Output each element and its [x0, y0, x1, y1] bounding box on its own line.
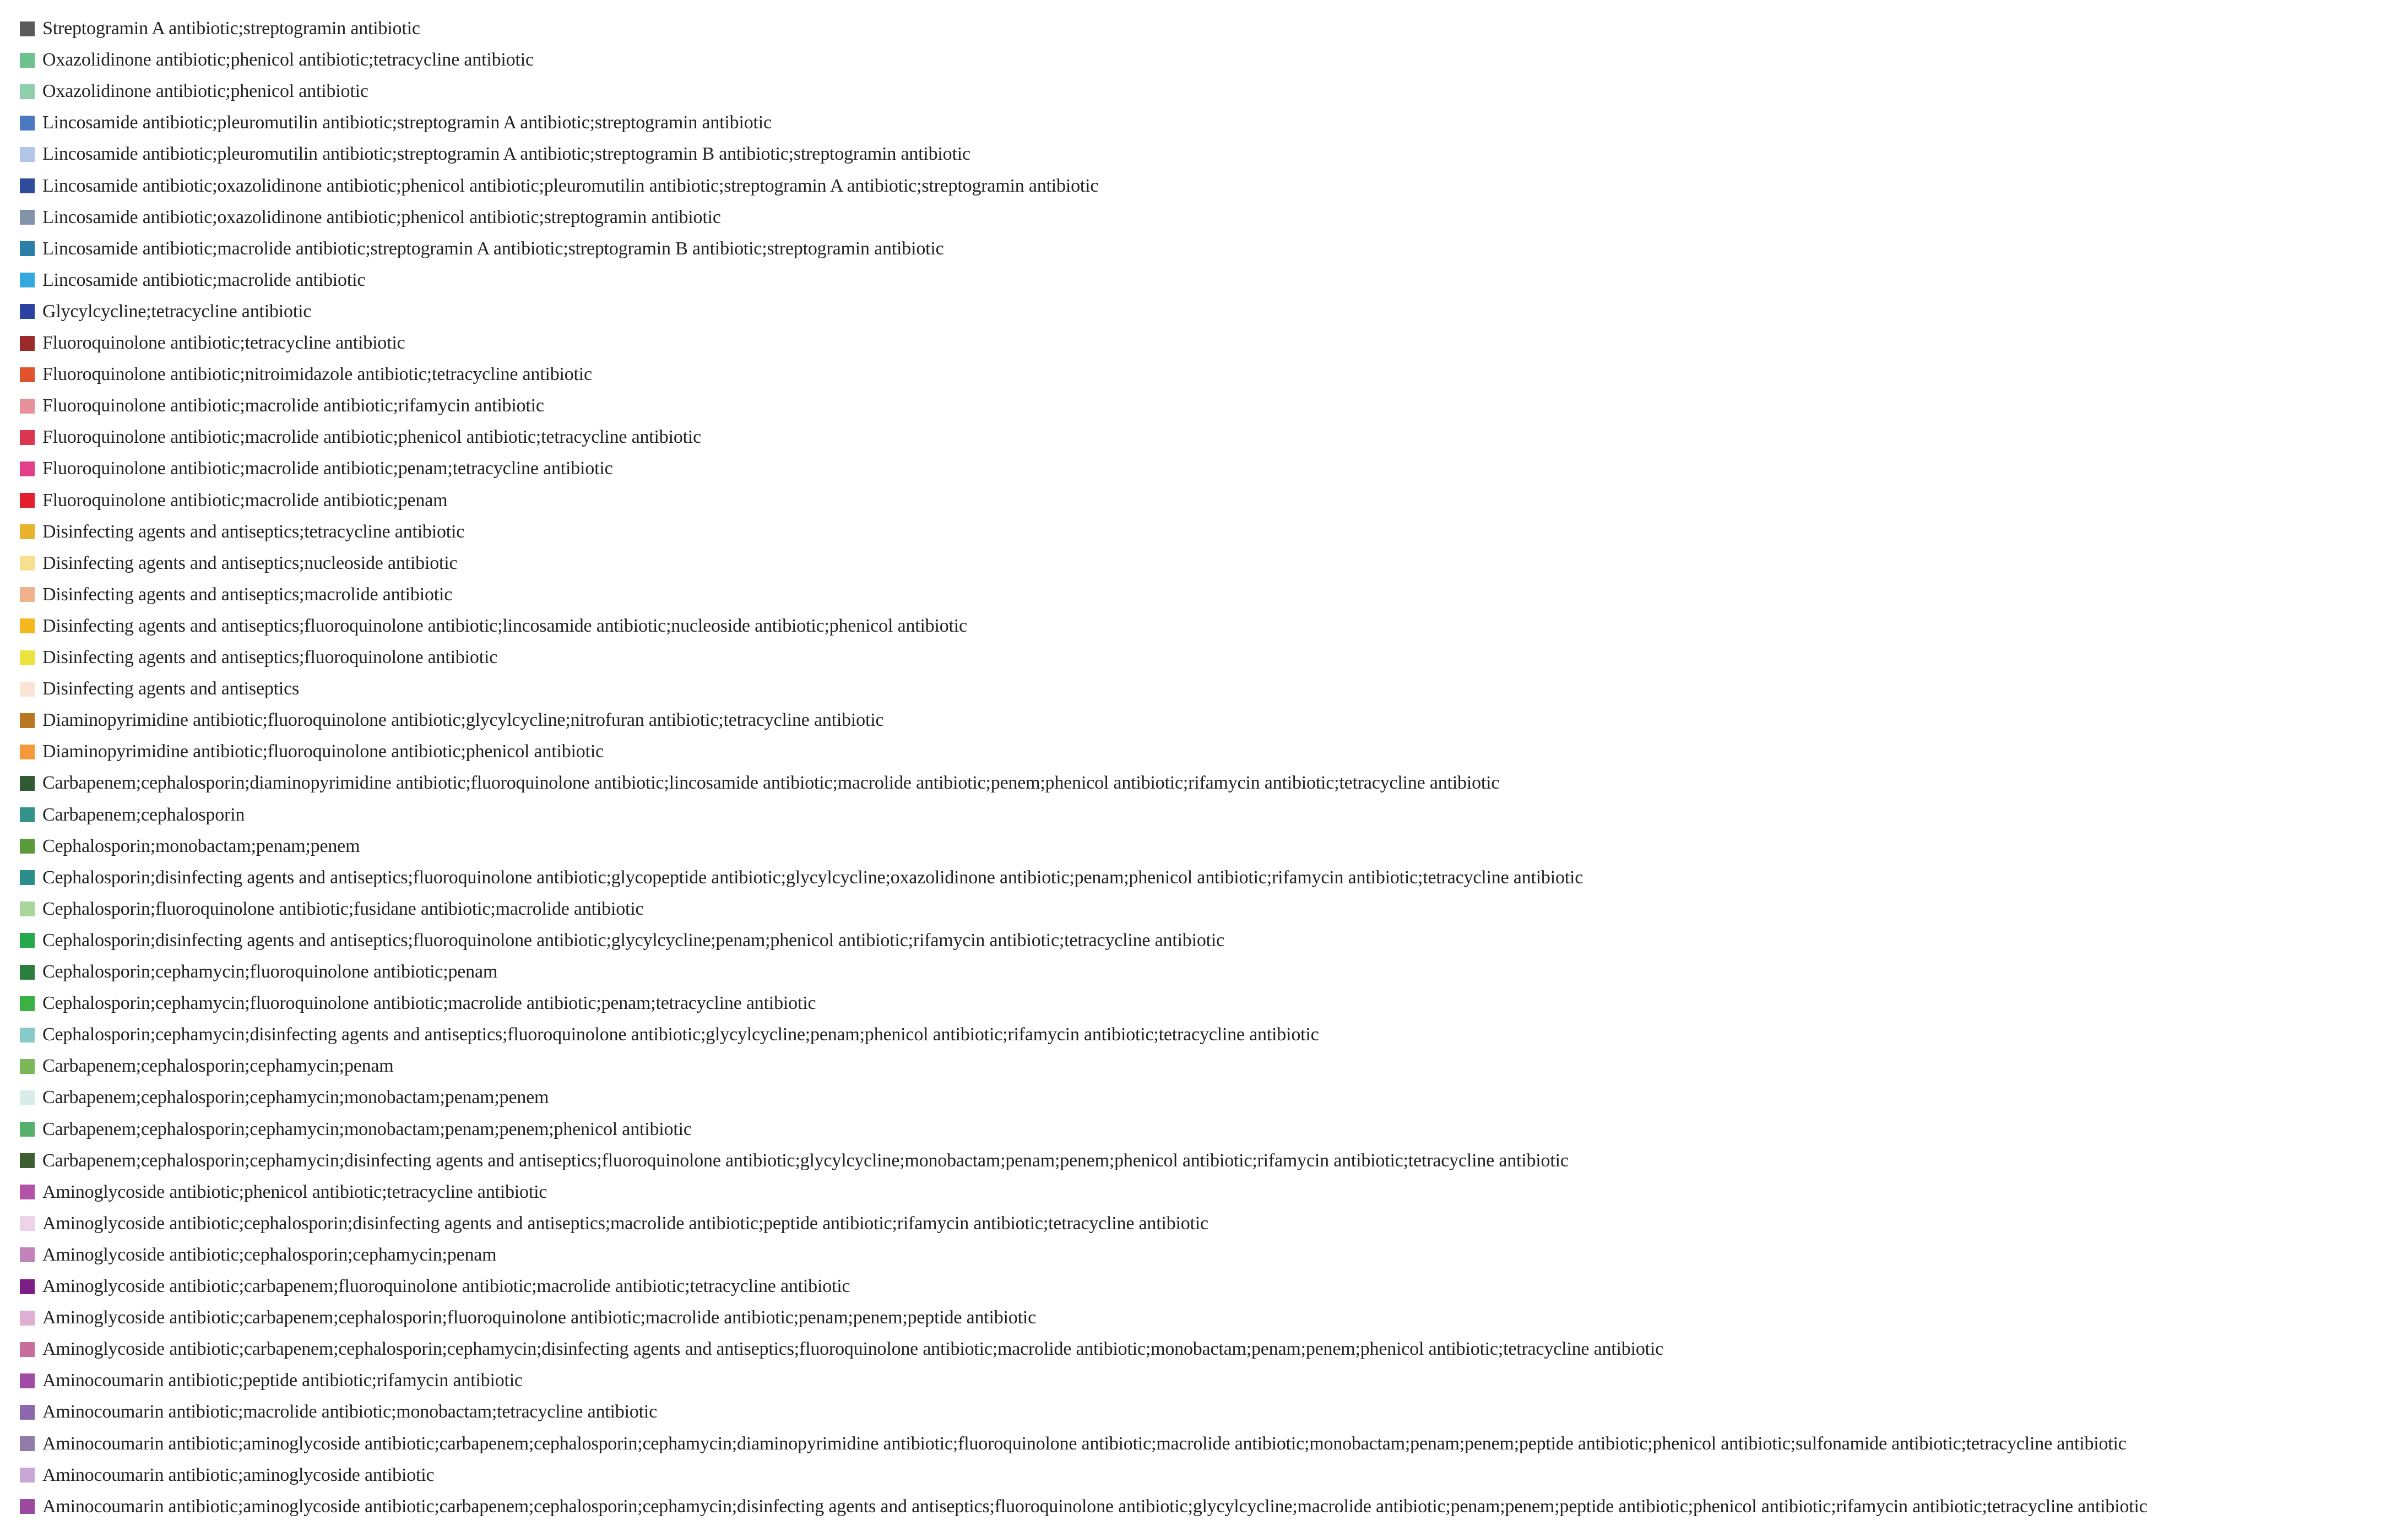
- legend-label: Aminoglycoside antibiotic;carbapenem;cephalosporin;fluoroquinolone antibiotic;macrolide antibiotic;penam;penem;peptide antibiotic: [42, 1307, 1037, 1328]
- legend-swatch: [20, 776, 35, 791]
- legend-swatch: [20, 933, 35, 948]
- legend-swatch: [20, 147, 35, 162]
- legend-item: [20, 1491, 2147, 1522]
- legend-item: [20, 107, 772, 138]
- legend-item: [20, 642, 497, 673]
- legend-label: Fluoroquinolone antibiotic;tetracycline antibiotic: [42, 333, 405, 353]
- legend-label: Disinfecting agents and antiseptics;tetracycline antibiotic: [42, 521, 465, 542]
- legend-item: [20, 139, 970, 170]
- legend-swatch: [20, 682, 35, 697]
- legend-label: Lincosamide antibiotic;macrolide antibiotic: [42, 269, 366, 290]
- legend-item: [20, 171, 1098, 202]
- legend-label: Fluoroquinolone antibiotic;macrolide antibiotic;penam;tetracycline antibiotic: [42, 458, 613, 479]
- legend-item: [20, 674, 299, 704]
- legend-swatch: [20, 178, 35, 193]
- legend-swatch: [20, 1405, 35, 1420]
- legend-label: Carbapenem;cephalosporin;cephamycin;disinfecting agents and antiseptics;fluoroquinolone antibiotic;glycylcycline;monobactam;penam;penem;phenicol antibiotic;rifamycin antibiotic;tetracycline antibiotic: [42, 1150, 1569, 1171]
- legend-item: [20, 831, 360, 862]
- legend-swatch: [20, 1185, 35, 1199]
- legend-swatch: [20, 1342, 35, 1357]
- legend-label: Cephalosporin;monobactam;penam;penem: [42, 835, 360, 856]
- legend-swatch: [20, 1028, 35, 1042]
- legend-label: Cephalosporin;disinfecting agents and antiseptics;fluoroquinolone antibiotic;glycopeptide antibiotic;glycylcycline;oxazolidinone antibiotic;penam;phenicol antibiotic;rifamycin antibiotic;tetracycline antibiotic: [42, 867, 1583, 888]
- legend-label: Cephalosporin;cephamycin;fluoroquinolone antibiotic;macrolide antibiotic;penam;tetracycline antibiotic: [42, 993, 816, 1014]
- legend-swatch: [20, 304, 35, 319]
- legend-swatch: [20, 1090, 35, 1105]
- legend-label: Cephalosporin;cephamycin;disinfecting agents and antiseptics;fluoroquinolone antibiotic;glycylcycline;penam;phenicol antibiotic;rifamycin antibiotic;tetracycline antibiotic: [42, 1024, 1319, 1045]
- legend-swatch: [20, 745, 35, 759]
- legend-swatch: [20, 84, 35, 99]
- legend-swatch: [20, 461, 35, 476]
- legend-swatch: [20, 524, 35, 539]
- legend-label: Oxazolidinone antibiotic;phenicol antibiotic: [42, 81, 368, 102]
- legend-swatch: [20, 21, 35, 36]
- legend-label: Cephalosporin;fluoroquinolone antibiotic;fusidane antibiotic;macrolide antibiotic: [42, 898, 644, 919]
- legend-item: [20, 233, 944, 264]
- legend-swatch: [20, 870, 35, 885]
- legend-item: [20, 988, 816, 1019]
- legend-label: Aminocoumarin antibiotic;aminoglycoside antibiotic: [42, 1464, 435, 1485]
- legend-item: [20, 13, 420, 44]
- legend-swatch: [20, 650, 35, 665]
- legend-swatch: [20, 1247, 35, 1262]
- legend-label: Aminoglycoside antibiotic;cephalosporin;disinfecting agents and antiseptics;macrolide antibiotic;peptide antibiotic;rifamycin antibiotic;tetracycline antibiotic: [42, 1213, 1208, 1234]
- legend-swatch: [20, 53, 35, 68]
- legend-label: Disinfecting agents and antiseptics;nucleoside antibiotic: [42, 552, 458, 573]
- legend-item: [20, 45, 534, 75]
- legend-item: [20, 1145, 1569, 1176]
- legend-label: Fluoroquinolone antibiotic;macrolide antibiotic;phenicol antibiotic;tetracycline antibiotic: [42, 427, 702, 448]
- legend-swatch: [20, 241, 35, 256]
- legend-swatch: [20, 430, 35, 445]
- legend-swatch: [20, 367, 35, 382]
- legend-item: [20, 894, 643, 925]
- legend-item: [20, 296, 311, 327]
- legend-swatch: [20, 587, 35, 602]
- legend-item: [20, 1460, 434, 1491]
- legend-item: [20, 359, 592, 390]
- legend-label: Streptogramin A antibiotic;streptogramin antibiotic: [42, 18, 420, 39]
- legend-item: [20, 485, 447, 516]
- legend-label: Disinfecting agents and antiseptics;fluoroquinolone antibiotic: [42, 647, 498, 667]
- legend-item: [20, 736, 604, 767]
- legend-label: Fluoroquinolone antibiotic;macrolide antibiotic;rifamycin antibiotic: [42, 395, 544, 416]
- legend-item: [20, 265, 365, 296]
- legend-swatch: [20, 1468, 35, 1482]
- legend-swatch: [20, 713, 35, 728]
- legend-label: Lincosamide antibiotic;pleuromutilin antibiotic;streptogramin A antibiotic;streptogramin antibiotic: [42, 112, 772, 133]
- legend-label: Carbapenem;cephalosporin;cephamycin;monobactam;penam;penem: [42, 1087, 549, 1108]
- legend-item: [20, 579, 452, 610]
- legend-label: Aminocoumarin antibiotic;macrolide antibiotic;monobactam;tetracycline antibiotic: [42, 1402, 658, 1422]
- legend-swatch: [20, 965, 35, 980]
- legend-item: [20, 1051, 394, 1082]
- legend-item: [20, 1082, 549, 1113]
- legend-swatch: [20, 902, 35, 916]
- legend-swatch: [20, 1436, 35, 1451]
- legend-item: [20, 1208, 1208, 1239]
- legend-item: [20, 1429, 2127, 1459]
- legend-swatch: [20, 1059, 35, 1074]
- legend-label: Disinfecting agents and antiseptics: [42, 678, 300, 699]
- legend-label: Glycylcycline;tetracycline antibiotic: [42, 301, 312, 322]
- legend-label: Carbapenem;cephalosporin;cephamycin;monobactam;penam;penem;phenicol antibiotic: [42, 1118, 692, 1139]
- legend-swatch: [20, 1499, 35, 1514]
- legend-label: Aminocoumarin antibiotic;peptide antibiotic;rifamycin antibiotic: [42, 1370, 523, 1391]
- legend-label: Disinfecting agents and antiseptics;macrolide antibiotic: [42, 584, 453, 605]
- legend-swatch: [20, 1373, 35, 1388]
- legend-item: [20, 862, 1583, 893]
- legend-label: Diaminopyrimidine antibiotic;fluoroquinolone antibiotic;glycylcycline;nitrofuran antibiotic;tetracycline antibiotic: [42, 710, 884, 731]
- legend-swatch: [20, 807, 35, 822]
- legend-label: Disinfecting agents and antiseptics;fluoroquinolone antibiotic;lincosamide antibiotic;nucleoside antibiotic;phenicol antibiotic: [42, 615, 967, 636]
- legend-item: [20, 1240, 496, 1270]
- legend-label: Aminocoumarin antibiotic;aminoglycoside antibiotic;carbapenem;cephalosporin;cephamycin;diaminopyrimidine antibiotic;fluoroquinolone antibiotic;macrolide antibiotic;monobactam;penam;penem;peptide antibiotic;phenicol antibiotic;sulfonamide antibiotic;tetracycline antibiotic: [42, 1433, 2127, 1454]
- legend-item: [20, 328, 405, 359]
- legend-item: [20, 517, 464, 547]
- legend-item: [20, 611, 967, 642]
- legend-item: [20, 768, 1499, 799]
- legend-item: [20, 705, 883, 736]
- legend-item: [20, 76, 368, 107]
- legend-swatch: [20, 493, 35, 508]
- legend-item: [20, 202, 721, 233]
- legend-label: Carbapenem;cephalosporin: [42, 804, 245, 825]
- legend-label: Fluoroquinolone antibiotic;nitroimidazole antibiotic;tetracycline antibiotic: [42, 364, 592, 385]
- legend-swatch: [20, 273, 35, 287]
- legend-label: Lincosamide antibiotic;pleuromutilin antibiotic;streptogramin A antibiotic;streptogramin B antibiotic;streptogramin antibiotic: [42, 144, 970, 165]
- legend-label: Carbapenem;cephalosporin;cephamycin;penam: [42, 1056, 394, 1077]
- legend-item: [20, 925, 1224, 956]
- legend-item: [20, 548, 457, 579]
- legend-item: [20, 422, 701, 453]
- legend-swatch: [20, 399, 35, 414]
- legend-label: Diaminopyrimidine antibiotic;fluoroquinolone antibiotic;phenicol antibiotic: [42, 741, 604, 762]
- legend-label: Fluoroquinolone antibiotic;macrolide antibiotic;penam: [42, 490, 448, 511]
- legend-swatch: [20, 1279, 35, 1294]
- legend-item: [20, 1334, 1663, 1365]
- legend-item: [20, 453, 612, 484]
- legend-label: Aminocoumarin antibiotic;aminoglycoside antibiotic;carbapenem;cephalosporin;cephamycin;disinfecting agents and antiseptics;fluoroquinolone antibiotic;glycylcycline;macrolide antibiotic;penam;penem;peptide antibiotic;phenicol antibiotic;rifamycin antibiotic;tetracycline antibiotic: [42, 1496, 2147, 1517]
- legend-swatch: [20, 1311, 35, 1326]
- legend-item: [20, 1365, 523, 1396]
- legend-label: Aminoglycoside antibiotic;cephalosporin;cephamycin;penam: [42, 1244, 497, 1265]
- legend-item: [20, 957, 497, 987]
- legend-label: Aminoglycoside antibiotic;carbapenem;cephalosporin;cephamycin;disinfecting agents and antiseptics;fluoroquinolone antibiotic;macrolide antibiotic;monobactam;penam;penem;phenicol antibiotic;tetracycline antibiotic: [42, 1339, 1664, 1360]
- legend-label: Oxazolidinone antibiotic;phenicol antibiotic;tetracycline antibiotic: [42, 50, 534, 70]
- legend-item: [20, 1397, 657, 1427]
- legend-item: [20, 1177, 547, 1208]
- legend-item: [20, 1019, 1319, 1050]
- legend-label: Aminoglycoside antibiotic;phenicol antibiotic;tetracycline antibiotic: [42, 1181, 547, 1202]
- legend-item: [20, 800, 245, 830]
- legend-item: [20, 1114, 692, 1145]
- legend-swatch: [20, 336, 35, 351]
- legend-label: Lincosamide antibiotic;macrolide antibiotic;streptogramin A antibiotic;streptogramin B antibiotic;streptogramin antibiotic: [42, 238, 944, 259]
- legend-swatch: [20, 996, 35, 1011]
- legend-swatch: [20, 1216, 35, 1231]
- legend-label: Cephalosporin;cephamycin;fluoroquinolone antibiotic;penam: [42, 962, 498, 982]
- legend-item: [20, 1302, 1036, 1333]
- legend-swatch: [20, 1122, 35, 1137]
- legend-label: Lincosamide antibiotic;oxazolidinone antibiotic;phenicol antibiotic;pleuromutilin antibiotic;streptogramin A antibiotic;streptogramin antibiotic: [42, 175, 1099, 196]
- legend-label: Lincosamide antibiotic;oxazolidinone antibiotic;phenicol antibiotic;streptogramin antibiotic: [42, 207, 721, 227]
- legend-label: Carbapenem;cephalosporin;diaminopyrimidine antibiotic;fluoroquinolone antibiotic;lincosamide antibiotic;macrolide antibiotic;penem;phenicol antibiotic;rifamycin antibiotic;tetracycline antibiotic: [42, 773, 1500, 794]
- legend-swatch: [20, 1153, 35, 1168]
- legend-label: Aminoglycoside antibiotic;carbapenem;fluoroquinolone antibiotic;macrolide antibiotic;tetracycline antibiotic: [42, 1276, 850, 1296]
- legend-swatch: [20, 556, 35, 571]
- legend-item: [20, 390, 544, 421]
- legend-label: Cephalosporin;disinfecting agents and antiseptics;fluoroquinolone antibiotic;glycylcycline;penam;phenicol antibiotic;rifamycin antibiotic;tetracycline antibiotic: [42, 930, 1225, 951]
- legend-swatch: [20, 116, 35, 131]
- legend-swatch: [20, 210, 35, 225]
- legend-item: [20, 1271, 850, 1302]
- legend-swatch: [20, 839, 35, 854]
- legend-swatch: [20, 618, 35, 633]
